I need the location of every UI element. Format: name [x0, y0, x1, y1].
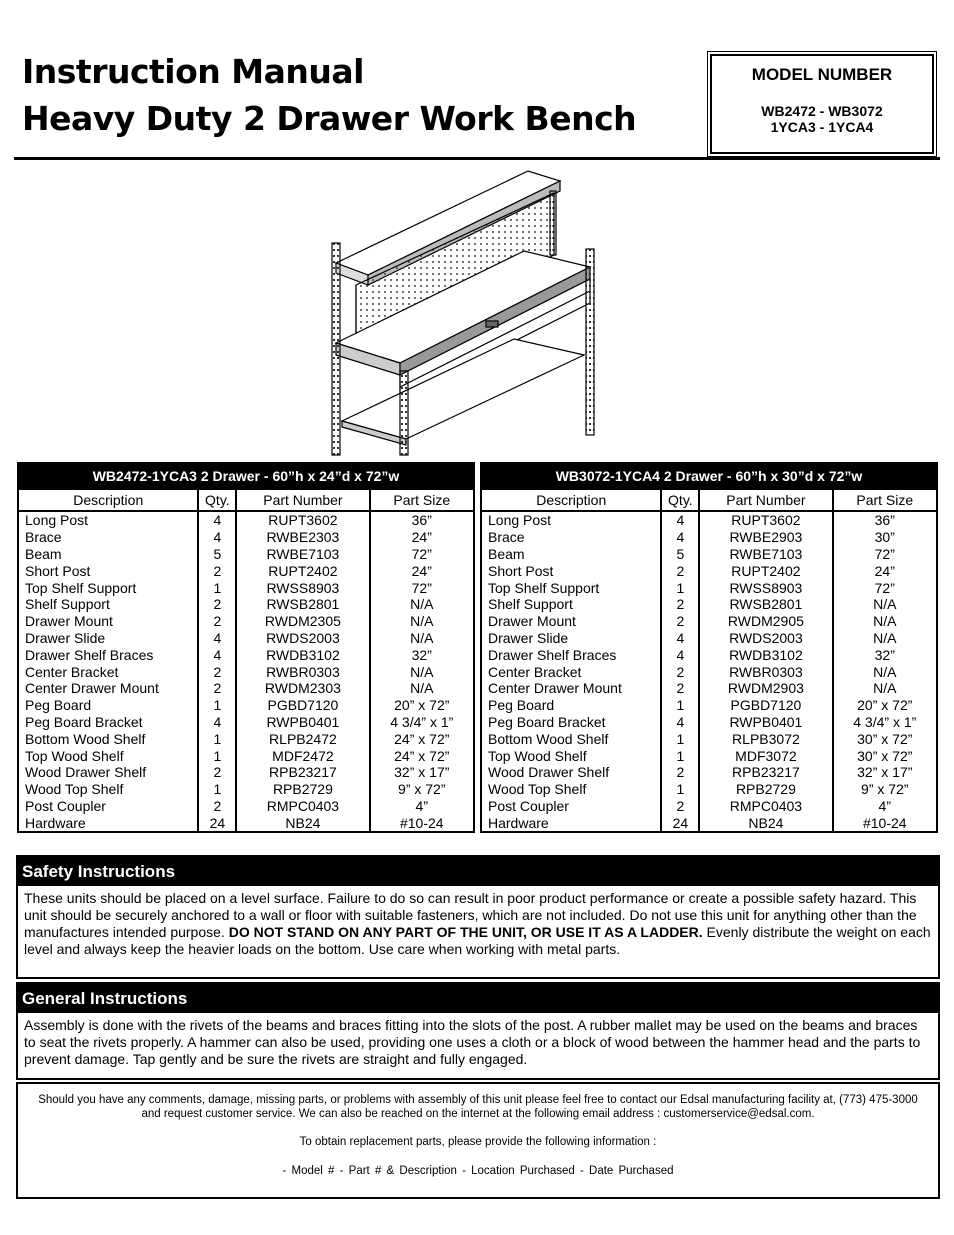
table-row: [18, 562, 474, 579]
part-description: Wood Drawer Shelf: [18, 764, 198, 781]
part-size: 72”: [833, 579, 937, 596]
part-qty: 24: [198, 814, 236, 832]
contact-section: [16, 1082, 940, 1199]
manual-title-line2: Heavy Duty 2 Drawer Work Bench: [22, 99, 637, 138]
part-qty: 1: [198, 730, 236, 747]
table-row: [18, 798, 474, 815]
part-number: RWDM2905: [699, 613, 832, 630]
table-row: [18, 747, 474, 764]
part-qty: 4: [198, 630, 236, 647]
part-number: PGBD7120: [236, 697, 369, 714]
part-qty: 1: [198, 579, 236, 596]
part-qty: 4: [198, 646, 236, 663]
part-number: RWBE7103: [236, 546, 369, 563]
part-number: RUPT3602: [236, 511, 369, 529]
table-row: [481, 596, 937, 613]
part-size: N/A: [833, 680, 937, 697]
part-number: RWSS8903: [236, 579, 369, 596]
part-number: RWBE2303: [236, 529, 369, 546]
part-description: Top Wood Shelf: [481, 747, 661, 764]
part-number: RWBR0303: [699, 663, 832, 680]
part-size: 30” x 72”: [833, 730, 937, 747]
part-number: RWDB3102: [236, 646, 369, 663]
part-number: RPB2729: [236, 781, 369, 798]
column-header-qty: Qty.: [198, 489, 236, 511]
table-row: [481, 697, 937, 714]
part-qty: 1: [198, 781, 236, 798]
table-row: [18, 663, 474, 680]
table-row: [481, 781, 937, 798]
part-size: 72”: [370, 546, 474, 563]
part-description: Shelf Support: [481, 596, 661, 613]
part-number: NB24: [236, 814, 369, 832]
part-size: 30” x 72”: [833, 747, 937, 764]
part-size: 24”: [370, 529, 474, 546]
general-heading: General Instructions: [18, 984, 938, 1013]
parts-table-title: WB2472-1YCA3 2 Drawer - 60”h x 24”d x 72”w: [18, 463, 474, 489]
part-size: 20” x 72”: [370, 697, 474, 714]
part-qty: 2: [198, 663, 236, 680]
part-description: Beam: [481, 546, 661, 563]
column-header-qty: Qty.: [661, 489, 699, 511]
column-header-part-number: Part Number: [236, 489, 369, 511]
part-description: Short Post: [481, 562, 661, 579]
table-row: [481, 663, 937, 680]
part-number: RWSB2801: [699, 596, 832, 613]
part-description: Peg Board Bracket: [481, 714, 661, 731]
part-description: Drawer Shelf Braces: [18, 646, 198, 663]
table-row: [18, 596, 474, 613]
part-size: #10-24: [370, 814, 474, 832]
table-row: [18, 546, 474, 563]
part-qty: 2: [661, 562, 699, 579]
part-size: 32” x 17”: [370, 764, 474, 781]
table-row: [481, 511, 937, 529]
part-qty: 1: [661, 781, 699, 798]
part-qty: 2: [198, 596, 236, 613]
part-description: Long Post: [18, 511, 198, 529]
part-size: 24”: [370, 562, 474, 579]
part-qty: 4: [198, 511, 236, 529]
part-qty: 2: [661, 613, 699, 630]
table-row: [18, 764, 474, 781]
part-number: RWSS8903: [699, 579, 832, 596]
table-row: [18, 814, 474, 832]
part-description: Peg Board: [18, 697, 198, 714]
part-size: 36”: [833, 511, 937, 529]
part-size: 32”: [833, 646, 937, 663]
part-size: #10-24: [833, 814, 937, 832]
part-size: 9” x 72”: [370, 781, 474, 798]
work-bench-illustration: [328, 163, 600, 457]
safety-heading: Safety Instructions: [18, 857, 938, 886]
parts-table-wb3072: [480, 462, 938, 833]
part-size: N/A: [833, 663, 937, 680]
part-number: NB24: [699, 814, 832, 832]
part-description: Hardware: [481, 814, 661, 832]
part-qty: 1: [661, 579, 699, 596]
column-header-description: Description: [481, 489, 661, 511]
replacement-parts-text: To obtain replacement parts, please provide the following information :: [299, 1136, 657, 1148]
part-number: RWBE7103: [699, 546, 832, 563]
contact-text: Should you have any comments, damage, missing parts, or problems with assembly of this unit please feel free to contact our Edsal manufacturing facility at, (773) 475-3000 and request customer service. We can also be reached on the internet at the following email address : customerservice@edsal.com.: [38, 1094, 918, 1120]
model-number-label: MODEL NUMBER: [751, 65, 893, 84]
part-qty: 4: [661, 529, 699, 546]
parts-table-title: WB3072-1YCA4 2 Drawer - 60”h x 30”d x 72”w: [481, 463, 937, 489]
model-number-line1: WB2472 - WB3072: [761, 103, 883, 119]
table-row: [18, 579, 474, 596]
table-row: [481, 630, 937, 647]
part-qty: 2: [198, 680, 236, 697]
part-size: N/A: [833, 596, 937, 613]
part-qty: 1: [661, 747, 699, 764]
table-row: [481, 546, 937, 563]
part-qty: 1: [661, 730, 699, 747]
table-row: [481, 814, 937, 832]
part-description: Brace: [18, 529, 198, 546]
model-number-line2: 1YCA3 - 1YCA4: [770, 119, 874, 135]
manual-title-line1: Instruction Manual: [22, 52, 364, 91]
part-description: Peg Board: [481, 697, 661, 714]
table-row: [18, 714, 474, 731]
part-qty: 2: [661, 798, 699, 815]
part-qty: 1: [198, 697, 236, 714]
part-qty: 2: [198, 764, 236, 781]
general-instructions-section: [16, 982, 940, 1080]
part-description: Center Bracket: [481, 663, 661, 680]
table-row: [481, 680, 937, 697]
part-number: RLPB3072: [699, 730, 832, 747]
part-description: Top Shelf Support: [18, 579, 198, 596]
column-header-part-number: Part Number: [699, 489, 832, 511]
part-description: Drawer Shelf Braces: [481, 646, 661, 663]
part-description: Top Shelf Support: [481, 579, 661, 596]
part-number: MDF2472: [236, 747, 369, 764]
part-number: RMPC0403: [699, 798, 832, 815]
table-row: [481, 764, 937, 781]
part-description: Bottom Wood Shelf: [18, 730, 198, 747]
part-description: Drawer Slide: [18, 630, 198, 647]
part-qty: 2: [661, 663, 699, 680]
table-row: [18, 630, 474, 647]
part-size: 32”: [370, 646, 474, 663]
part-qty: 2: [661, 680, 699, 697]
table-row: [481, 798, 937, 815]
part-description: Wood Top Shelf: [18, 781, 198, 798]
part-description: Drawer Mount: [481, 613, 661, 630]
table-row: [481, 714, 937, 731]
part-number: RWPB0401: [699, 714, 832, 731]
part-size: N/A: [370, 630, 474, 647]
part-description: Center Bracket: [18, 663, 198, 680]
table-row: [481, 579, 937, 596]
part-size: 4”: [370, 798, 474, 815]
table-row: [18, 697, 474, 714]
part-number: RUPT2402: [699, 562, 832, 579]
part-size: N/A: [370, 680, 474, 697]
parts-table-wb2472: [17, 462, 475, 833]
part-size: 24” x 72”: [370, 730, 474, 747]
part-number: RMPC0403: [236, 798, 369, 815]
safety-text-part1: These units should be placed on a level surface. Failure to do so can result in poor product performance or create a possible safety hazard. This unit should be securely anchored to a wall or floor with suitable fasteners, which are not included. Do not use this unit for anything other than the manufactures intended purpose.: [24, 890, 917, 940]
part-number: RWPB0401: [236, 714, 369, 731]
table-row: [481, 529, 937, 546]
part-description: Center Drawer Mount: [18, 680, 198, 697]
part-description: Wood Drawer Shelf: [481, 764, 661, 781]
part-qty: 2: [661, 764, 699, 781]
part-size: 24”: [833, 562, 937, 579]
part-qty: 5: [198, 546, 236, 563]
table-row: [18, 680, 474, 697]
table-row: [18, 529, 474, 546]
table-row: [18, 646, 474, 663]
part-qty: 4: [198, 714, 236, 731]
part-number: RUPT2402: [236, 562, 369, 579]
part-qty: 1: [198, 747, 236, 764]
general-text: Assembly is done with the rivets of the beams and braces fitting into the slots of the post. A rubber mallet may be used on the beams and braces to seat the rivets properly. A hammer can also be used, providing one uses a cloth or a block of wood between the hammer head and the parts to prevent damage. Tap gently and be sure the rivets are straight and fully engaged.: [24, 1017, 921, 1067]
part-number: MDF3072: [699, 747, 832, 764]
part-description: Post Coupler: [18, 798, 198, 815]
part-qty: 4: [661, 511, 699, 529]
table-row: [18, 511, 474, 529]
part-size: 32” x 17”: [833, 764, 937, 781]
part-qty: 4: [198, 529, 236, 546]
part-number: RWDM2303: [236, 680, 369, 697]
part-description: Brace: [481, 529, 661, 546]
part-size: 30”: [833, 529, 937, 546]
part-size: 72”: [370, 579, 474, 596]
part-size: N/A: [370, 596, 474, 613]
part-size: 20” x 72”: [833, 697, 937, 714]
required-info-list: - Model # - Part # & Description - Location Purchased - Date Purchased: [282, 1165, 674, 1177]
table-row: [481, 747, 937, 764]
part-qty: 1: [661, 697, 699, 714]
part-qty: 2: [661, 596, 699, 613]
part-size: N/A: [370, 613, 474, 630]
part-description: Short Post: [18, 562, 198, 579]
part-size: 72”: [833, 546, 937, 563]
part-number: RWDS2003: [699, 630, 832, 647]
part-number: RWDM2903: [699, 680, 832, 697]
part-number: RUPT3602: [699, 511, 832, 529]
part-number: RWSB2801: [236, 596, 369, 613]
part-number: RWDB3102: [699, 646, 832, 663]
part-size: 24” x 72”: [370, 747, 474, 764]
table-row: [18, 781, 474, 798]
part-qty: 5: [661, 546, 699, 563]
part-qty: 4: [661, 630, 699, 647]
safety-text-part2: Evenly distribute the weight on each level and always keep the heavier loads on the bottom. Use care when working with metal parts.: [24, 924, 931, 957]
part-qty: 4: [661, 714, 699, 731]
part-size: 4 3/4” x 1”: [833, 714, 937, 731]
table-row: [18, 613, 474, 630]
part-number: RWBR0303: [236, 663, 369, 680]
safety-instructions-section: [16, 855, 940, 979]
table-row: [481, 730, 937, 747]
safety-text: [18, 886, 938, 958]
column-header-part-size: Part Size: [370, 489, 474, 511]
part-qty: 2: [198, 613, 236, 630]
part-number: RWDS2003: [236, 630, 369, 647]
table-row: [481, 646, 937, 663]
part-description: Bottom Wood Shelf: [481, 730, 661, 747]
part-qty: 2: [198, 798, 236, 815]
safety-warning: DO NOT STAND ON ANY PART OF THE UNIT, OR USE IT AS A LADDER.: [228, 924, 703, 940]
part-qty: 24: [661, 814, 699, 832]
column-header-part-size: Part Size: [833, 489, 937, 511]
part-description: Hardware: [18, 814, 198, 832]
part-size: 9” x 72”: [833, 781, 937, 798]
table-row: [481, 562, 937, 579]
part-number: PGBD7120: [699, 697, 832, 714]
part-number: RLPB2472: [236, 730, 369, 747]
part-description: Top Wood Shelf: [18, 747, 198, 764]
table-row: [481, 613, 937, 630]
part-size: N/A: [833, 630, 937, 647]
part-description: Peg Board Bracket: [18, 714, 198, 731]
part-number: RPB2729: [699, 781, 832, 798]
part-size: 36”: [370, 511, 474, 529]
column-header-description: Description: [18, 489, 198, 511]
part-size: N/A: [833, 613, 937, 630]
part-description: Center Drawer Mount: [481, 680, 661, 697]
model-number-box: [710, 54, 934, 154]
part-qty: 4: [661, 646, 699, 663]
part-description: Shelf Support: [18, 596, 198, 613]
part-description: Post Coupler: [481, 798, 661, 815]
header-rule: [14, 157, 940, 160]
table-row: [18, 730, 474, 747]
part-description: Wood Top Shelf: [481, 781, 661, 798]
part-qty: 2: [198, 562, 236, 579]
part-description: Long Post: [481, 511, 661, 529]
part-description: Beam: [18, 546, 198, 563]
part-number: RPB23217: [699, 764, 832, 781]
part-description: Drawer Slide: [481, 630, 661, 647]
part-size: 4”: [833, 798, 937, 815]
part-size: 4 3/4” x 1”: [370, 714, 474, 731]
part-number: RWDM2305: [236, 613, 369, 630]
part-number: RPB23217: [236, 764, 369, 781]
part-number: RWBE2903: [699, 529, 832, 546]
part-description: Drawer Mount: [18, 613, 198, 630]
part-size: N/A: [370, 663, 474, 680]
